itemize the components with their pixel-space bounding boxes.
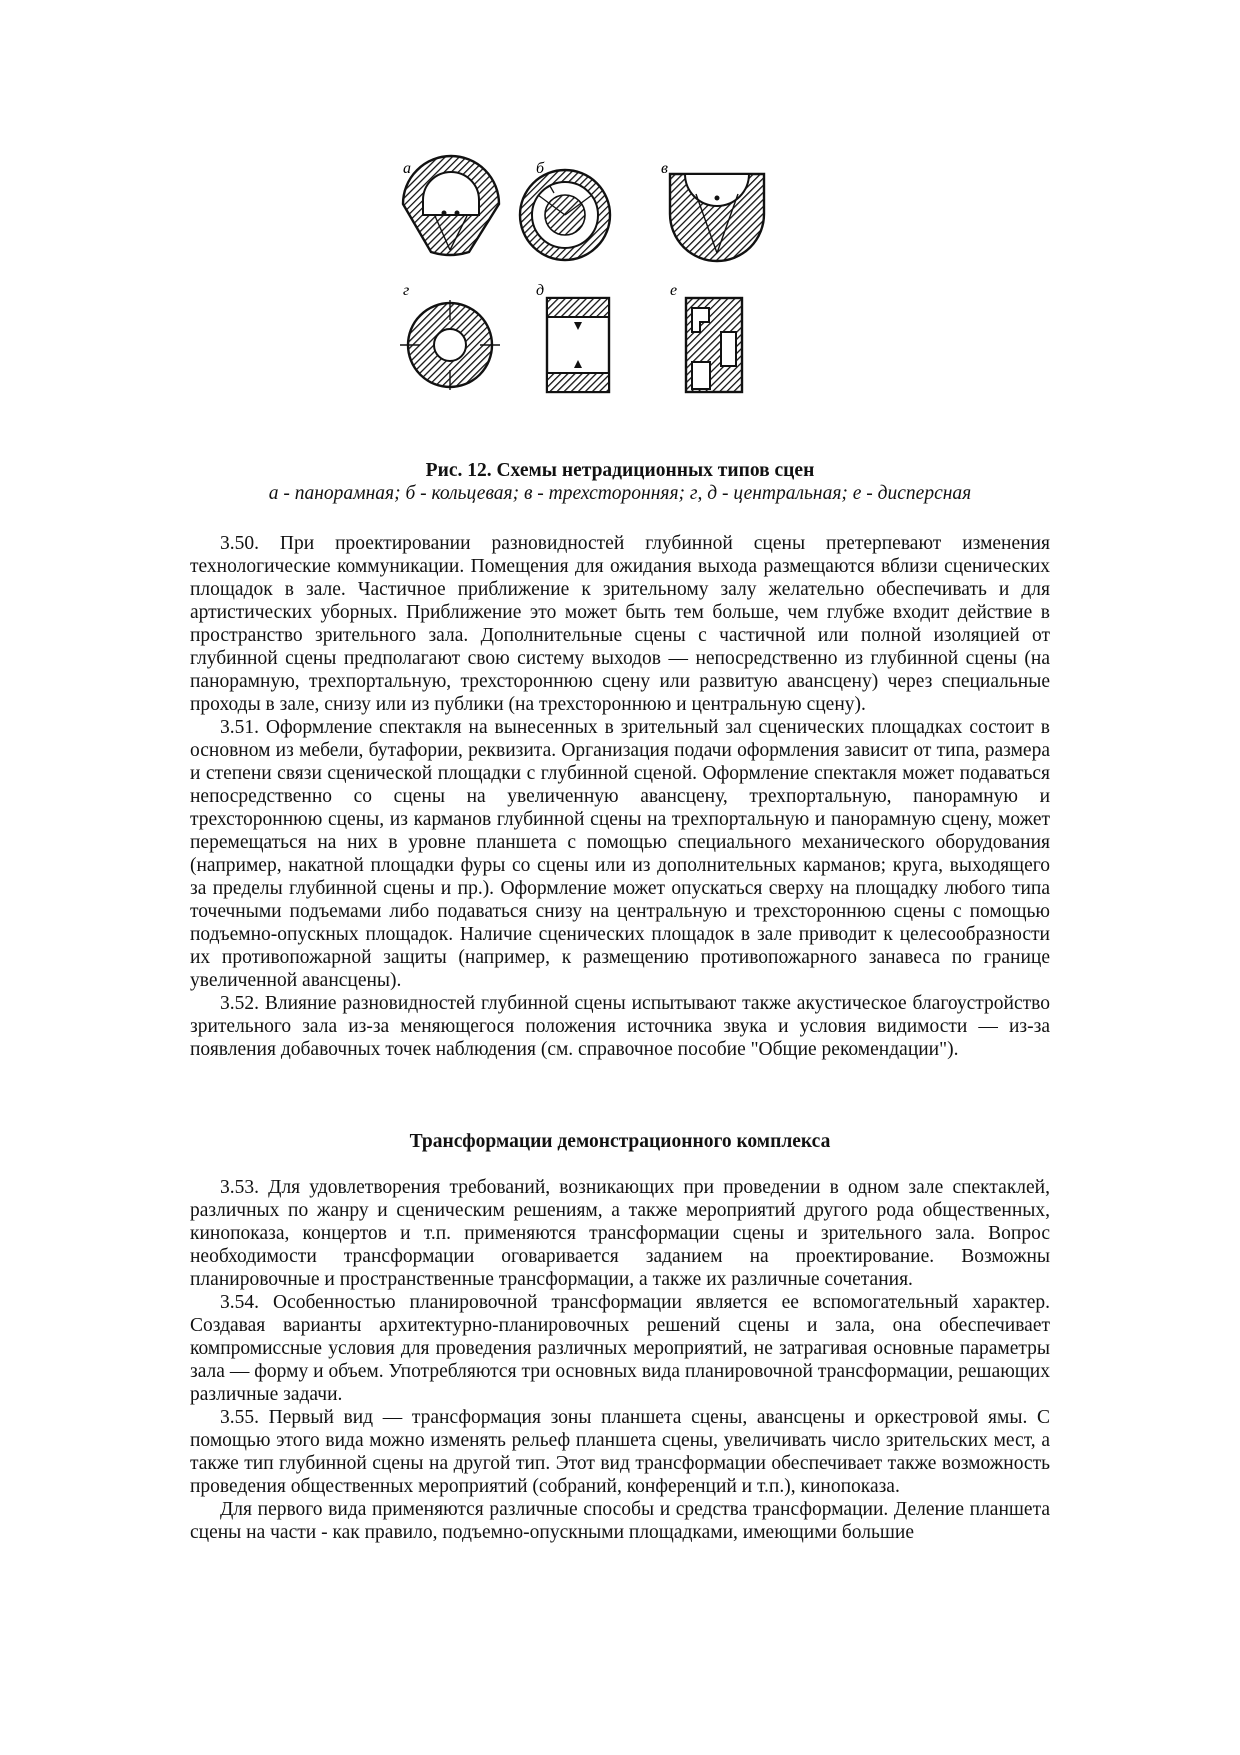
section-1-text bbox=[190, 532, 1050, 1061]
figure-label-a: а bbox=[403, 160, 411, 177]
scheme-dispersed bbox=[686, 298, 742, 392]
figure-caption-subtitle: а - панорамная; б - кольцевая; в - трехсторонняя; г, д - центральная; е - дисперсная bbox=[268, 483, 972, 504]
scheme-three-sided bbox=[670, 174, 764, 261]
paragraph-3-51: 3.51. Оформление спектакля на вынесенных в зрительный зал сценических площадках состоит в основном из мебели, бутафории, реквизита. Организация подачи оформления зависит от типа, размера и степени связи сценической площадки с глубинной сценой. Оформление спектакля может подаваться непосредственно со сцены на увеличенную авансцену, трехпортальную, панорамную и трехстороннюю сцены, из карманов глубинной сцены на трехпортальную и панорамную сцену, может перемещаться на них в уровне планшета с помощью специального механического оборудования (например, накатной площадки фуры со сцены или из дополнительных карманов; круга, выходящего за пределы глубинной сцены и пр.). Оформление может опускаться сверху на площадку любого типа точечными подъемами либо подаваться снизу на центральную и трехстороннюю сцены с помощью подъемно-опускных площадок. Наличие сценических площадок в зале приводит к целесообразности их противопожарной защиты (например, к размещению противопожарного занавеса по границе увеличенной авансцены). bbox=[190, 717, 1050, 991]
figure-label-g: г bbox=[403, 282, 410, 299]
paragraph-3-54: 3.54. Особенностью планировочной трансформации является ее вспомогательный характер. Создавая варианты архитектурно-планировочных решений сцены и зала, она обеспечивает компромиссные условия для проведения различных мероприятий, не затрагивая основные параметры зала — форму и объем. Употребляются три основных вида планировочной трансформации, решающих различные задачи. bbox=[190, 1292, 1050, 1405]
stage-types-figure bbox=[403, 150, 850, 450]
figure-label-b: б bbox=[536, 160, 545, 177]
scheme-panoramic bbox=[403, 156, 499, 255]
scheme-central-rect bbox=[547, 298, 609, 392]
scheme-central-round bbox=[400, 300, 500, 390]
paragraph-3-53: 3.53. Для удовлетворения требований, возникающих при проведении в одном зале спектаклей, различных по жанру и сценическим решениям, а также мероприятий другого рода общественных, кинопоказа, концертов и т.п. применяются трансформации сцены и зрительного зала. Вопрос необходимости трансформации оговаривается заданием на проектирование. Возможны планировочные и пространственные трансформации, а также их различные сочетания. bbox=[190, 1177, 1050, 1290]
paragraph-3-55: 3.55. Первый вид — трансформация зоны планшета сцены, авансцены и оркестровой ямы. С помощью этого вида можно изменять рельеф планшета сцены, увеличивать число зрительских мест, а также тип глубинной сцены на другой тип. Этот вид трансформации обеспечивает также возможность проведения общественных мероприятий (собраний, конференций и т.п.), кинопоказа. bbox=[190, 1407, 1050, 1497]
paragraph-3-50: 3.50. При проектировании разновидностей глубинной сцены претерпевают изменения технологические коммуникации. Помещения для ожидания выхода размещаются вблизи сценических площадок в зале. Частичное приближение к зрительному залу желательно обеспечивать и для артистических уборных. Приближение это может быть тем больше, чем глубже входит действие в пространство зрительного зала. Дополнительные сцены с частичной или полной изоляцией от глубинной сцены предполагают свою систему выходов — непосредственно из глубинной сцены (на панорамную, трехпортальную, трехстороннюю сцену или развитую авансцену) через специальные проходы в зале, снизу или из публики (на трехстороннюю и центральную сцену). bbox=[190, 533, 1050, 715]
figure-label-v: в bbox=[661, 160, 668, 177]
paragraph-3-52: 3.52. Влияние разновидностей глубинной сцены испытывают также акустическое благоустройство зрительного зала из-за меняющегося положения источника звука и условия видимости — из-за появления добавочных точек наблюдения (см. справочное пособие "Общие рекомендации"). bbox=[190, 993, 1050, 1060]
scheme-ring bbox=[520, 170, 610, 260]
figure-caption-title: Рис. 12. Схемы нетрадиционных типов сцен bbox=[425, 460, 815, 481]
section-heading: Трансформации демонстрационного комплекса bbox=[409, 1131, 831, 1152]
section-2-text bbox=[190, 1176, 1050, 1544]
figure-label-d: д bbox=[536, 282, 545, 299]
paragraph-first-type: Для первого вида применяются различные способы и средства трансформации. Деление планшета сцены на части - как правило, подъемно-опускными площадками, имеющими большие bbox=[190, 1499, 1050, 1543]
figure-label-e: е bbox=[670, 282, 678, 299]
